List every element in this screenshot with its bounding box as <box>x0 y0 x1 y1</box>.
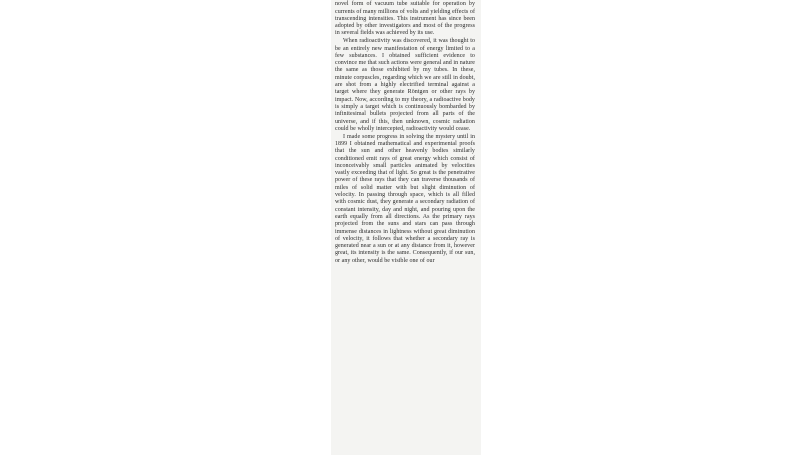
newspaper-clipping <box>331 0 481 455</box>
article-paragraph-1: novel form of vacuum tube suitable for operation by currents of many millions of volts and yielding effects of transcending intensities. This instrument has since been adopted by other investigators and most of the progress in several fields was achieved by its use. <box>335 1 475 37</box>
article-paragraph-2: When radioactivity was discovered, it was thought to be an entirely new manifestation of energy limited to a few substances. I obtained sufficient evidence to convince me that such actions were general and in nature the same as those exhibited by my tubes. In these, minute corpuscles, regarding which we are still in doubt, are shot from a highly electrified terminal against a target where they generate Röntgen or other rays by impact. Now, according to my theory, a radioactive body is simply a target which is continuously bombarded by infinitesimal bullets projected from all parts of the universe, and if this, then unknown, cosmic radiation could be wholly intercepted, radioactivity would cease. <box>335 38 475 132</box>
article-column <box>335 0 475 265</box>
article-paragraph-3: I made some progress in solving the mystery until in 1899 I obtained mathematical and experimental proofs that the sun and other heavenly bodies similarly conditioned emit rays of great energy which consist of inconceivably small particles animated by velocities vastly exceeding that of light. So great is the penetrative power of these rays that they can traverse thousands of miles of solid matter with but slight diminution of velocity. In passing through space, which is all filled with cosmic dust, they generate a secondary radiation of constant intensity, day and night, and pouring upon the earth equally from all directions. As the primary rays projected from the suns and stars can pass through immense distances in lightness without great diminution of velocity, it follows that whether a secondary ray is generated near a sun or at any distance from it, however great, its intensity is the same. Consequently, if our sun, or any other, would be visible one of our <box>335 133 475 264</box>
